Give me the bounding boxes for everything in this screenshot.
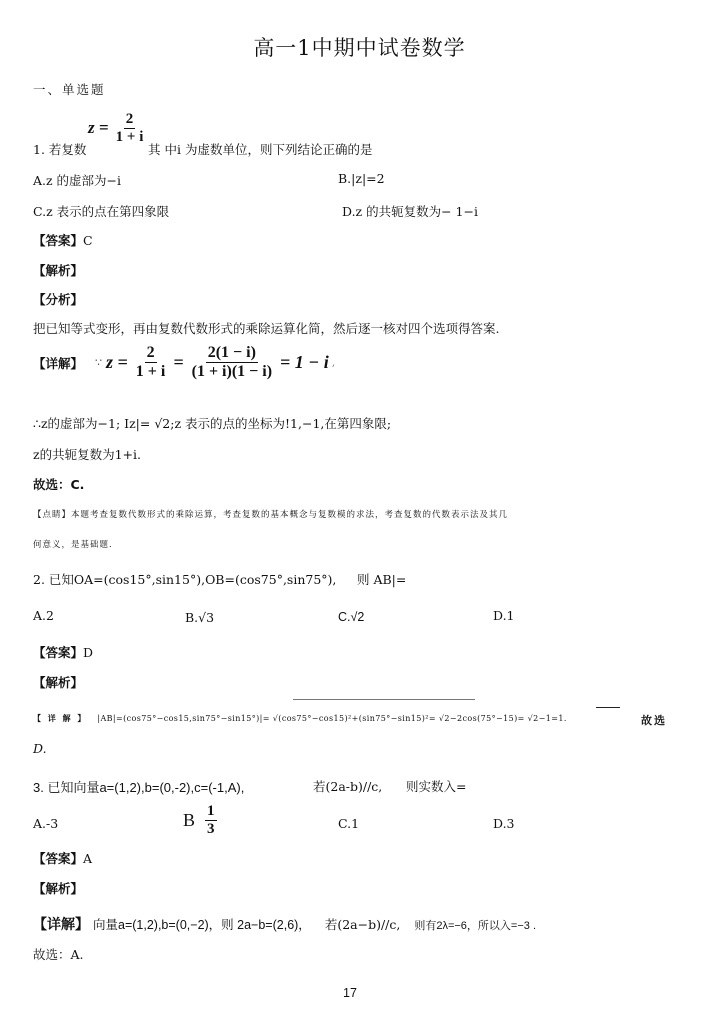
q2-stem: 2. 已知OA=(cos15°,sin15°),OB=(cos75°,sin75°), — [33, 572, 337, 587]
q1-frac-num: 2 — [125, 111, 134, 127]
q2-analysis-label: 【解析】 — [33, 675, 84, 690]
page-title: 高一1中期中试卷数学 — [253, 36, 466, 60]
q1-dianjing-2: 何意义，是基础题. — [33, 540, 113, 550]
q1-fenxi-text: 把已知等式变形，再由复数代数形式的乘除运算化简，然后逐一核对四个选项得答案. — [33, 321, 500, 336]
q1-detail-comma: , — [331, 356, 336, 370]
q1-line2: z的共轭复数为1+i. — [33, 447, 141, 462]
page-number: 17 — [343, 986, 357, 1000]
q1-detail-z: z = — [106, 352, 128, 373]
q2-option-d: D.1 — [493, 608, 515, 623]
q1-detail-frac1 — [134, 345, 168, 380]
q3-detail — [33, 914, 536, 934]
q3-answer — [33, 849, 92, 867]
q3-analysis-label: 【解析】 — [33, 881, 84, 896]
q3-answer-label: 【答案】 — [33, 851, 84, 866]
q2-option-c: C.√2 — [338, 610, 365, 624]
q1-option-b: B.|z|=2 — [338, 171, 385, 186]
q3-detail-3: 则有2λ=−6，所以入=−3 . — [414, 920, 537, 932]
q1-detail-f1-num: 2 — [146, 344, 155, 361]
q2-conclusion-left: D. — [33, 741, 47, 756]
q1-stem-tail: 其 中i 为虚数单位，则下列结论正确的是 — [148, 142, 373, 157]
q3-answer-value: A — [83, 851, 93, 866]
q2-detail-text: |AB|=(cos75°−cos15,sin75°−sin15°)|= √(cos75°−cos15)²+(sin75°−sin15)²= √2−2cos(75°−15)= √2−1=1. — [97, 714, 567, 723]
q3-stem-mid: 若(2a-b)//c, — [313, 779, 383, 794]
q3-stem-tail: 则实数入= — [406, 779, 467, 794]
q1-answer-label: 【答案】 — [33, 233, 84, 248]
section-heading: 一、单选题 — [33, 82, 106, 97]
q1-option-d: D.z 的共轭复数为− 1−i — [342, 204, 478, 219]
q3-option-b-letter: B — [183, 810, 196, 831]
q2-answer-label: 【答案】 — [33, 645, 84, 660]
q2-overline — [293, 699, 475, 700]
q1-detail-f1-den: 1 + i — [135, 362, 166, 380]
q3-detail-label: 【详解】 — [33, 917, 89, 933]
q1-detail-f2-den: (1 + i)(1 − i) — [191, 362, 273, 380]
q1-detail-result: = 1 − i — [280, 352, 329, 373]
q1-stem: 1. 若复数 — [33, 142, 87, 157]
q2-option-a: A.2 — [33, 608, 54, 623]
q1-dianjing-1: 【点睛】本题考查复数代数形式的乘除运算，考查复数的基本概念与复数模的求法，考查复数的代数表示法及其几 — [33, 510, 509, 520]
q3-option-b — [183, 804, 217, 837]
q2-detail — [33, 713, 567, 724]
q3-option-c: C.1 — [338, 816, 360, 831]
q3-conclusion: 故选：A. — [33, 947, 84, 962]
q3-option-b-frac — [205, 804, 217, 837]
q1-detail — [33, 345, 335, 380]
q3-stem: 3. 已知向量a=(1,2),b=(0,-2),c=(-1,A), — [33, 780, 245, 795]
q1-detail-frac2 — [190, 345, 274, 380]
q1-fraction — [114, 112, 146, 145]
q3-option-b-den: 3 — [207, 820, 215, 837]
q1-conclusion: 故选：C. — [33, 477, 85, 492]
q2-detail-label: 【 详 解 】 — [33, 714, 88, 723]
q2-overline-short — [596, 707, 620, 708]
q1-detail-eq: = — [173, 352, 184, 373]
q2-conclusion-right: 故选 — [641, 714, 667, 727]
q1-eq-lhs: z = — [88, 118, 109, 138]
q1-detail-prefix: ∵ — [95, 356, 103, 370]
q2-answer — [33, 643, 93, 661]
q1-analysis-label: 【解析】 — [33, 263, 84, 278]
q3-detail-2: 若(2a−b)//c, — [324, 917, 401, 932]
q1-frac-den: 1 + i — [115, 128, 144, 145]
q1-line1: ∴z的虚部为−1; Iz|= √2;z 表示的点的坐标为!1,−1,在第四象限; — [33, 416, 392, 431]
q3-option-d: D.3 — [493, 816, 515, 831]
q1-answer-value: C — [83, 233, 93, 248]
q1-option-a: A.z 的虚部为−i — [33, 173, 122, 188]
q1-answer — [33, 231, 93, 249]
q1-detail-label: 【详解】 — [33, 355, 84, 371]
q3-option-a: A.-3 — [33, 816, 59, 831]
q2-option-b: B.√3 — [185, 610, 215, 625]
q2-answer-value: D — [83, 645, 94, 660]
q3-option-b-num: 1 — [207, 803, 215, 819]
q1-detail-f2-num: 2(1 − i) — [207, 344, 256, 361]
q1-fenxi-label: 【分析】 — [33, 292, 84, 307]
q2-stem-tail: 则 AB|= — [357, 572, 407, 587]
q1-formula — [88, 112, 145, 145]
q3-detail-1: 向量a=(1,2),b=(0,−2)，则 2a−b=(2,6)， — [93, 918, 311, 932]
q1-option-c: C.z 表示的点在第四象限 — [33, 204, 170, 219]
